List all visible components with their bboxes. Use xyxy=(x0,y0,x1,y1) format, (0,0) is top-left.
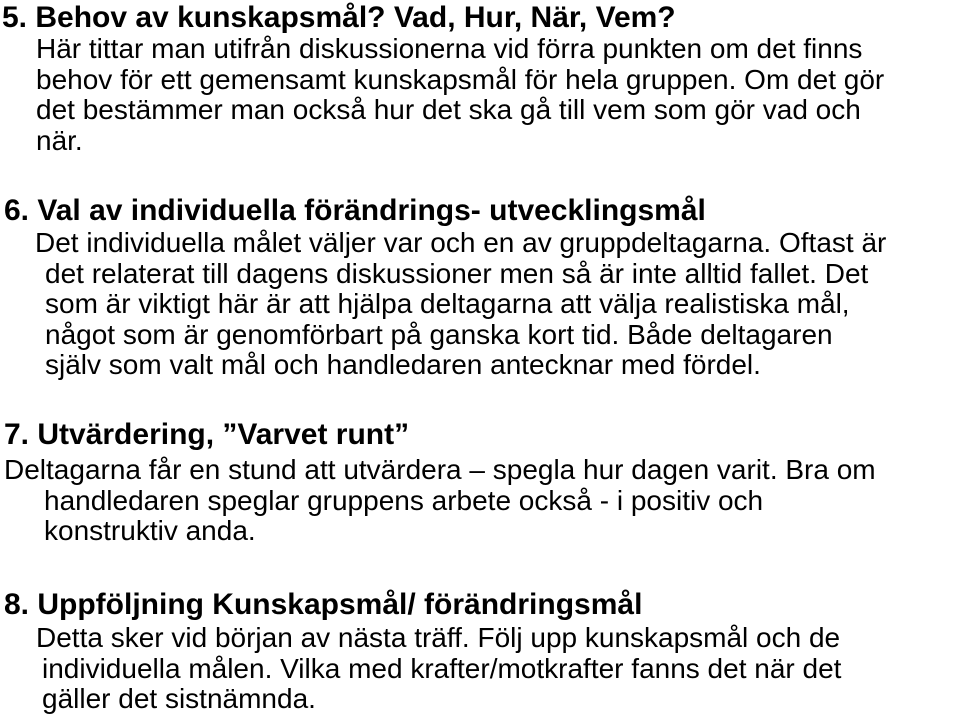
section-6-line-1: Det individuella målet väljer var och en av gruppdeltagarna. Oftast är xyxy=(35,227,887,258)
section-6-line-4: något som är genomförbart på ganska kort tid. Både deltagaren xyxy=(45,318,833,350)
section-7-text xyxy=(4,455,876,547)
section-8-heading: 8. Uppföljning Kunskapsmål/ förändringsmål xyxy=(4,588,643,621)
section-5-line-2: behov för ett gemensamt kunskapsmål för hela gruppen. Om det gör xyxy=(36,63,885,95)
section-6-line-3: som är viktigt här är att hjälpa deltagarna att välja realistiska mål, xyxy=(45,288,850,320)
section-6-text xyxy=(35,228,886,381)
section-8-line-2: individuella målen. Vilka med krafter/motkrafter fanns det när det xyxy=(42,652,842,684)
section-6-line-5: själv som valt mål och handledaren antecknar med fördel. xyxy=(45,349,761,381)
section-8-line-1: Detta sker vid början av nästa träff. Följ upp kunskapsmål och de xyxy=(36,622,841,653)
section-8-line-3: gäller det sistnämnda. xyxy=(42,683,316,715)
section-5-text xyxy=(36,34,884,156)
section-5-line-3: det bestämmer man också hur det ska gå till vem som gör vad och xyxy=(36,94,861,126)
section-8-text xyxy=(36,623,841,715)
section-7-line-1: Deltagarna får en stund att utvärdera – spegla hur dagen varit. Bra om xyxy=(4,454,876,485)
section-5-line-1: Här tittar man utifrån diskussionerna vid förra punkten om det finns xyxy=(36,33,863,64)
section-7-line-3: konstruktiv anda. xyxy=(44,515,256,547)
section-7-heading: 7. Utvärdering, ”Varvet runt” xyxy=(4,418,410,451)
section-6-heading: 6. Val av individuella förändrings- utvecklingsmål xyxy=(4,194,706,227)
section-5-heading: 5. Behov av kunskapsmål? Vad, Hur, När, Vem? xyxy=(2,1,676,34)
section-5-line-4: när. xyxy=(36,124,83,156)
section-6-line-2: det relaterat till dagens diskussioner men så är inte alltid fallet. Det xyxy=(45,257,869,289)
section-7-line-2: handledaren speglar gruppens arbete också - i positiv och xyxy=(44,484,764,516)
